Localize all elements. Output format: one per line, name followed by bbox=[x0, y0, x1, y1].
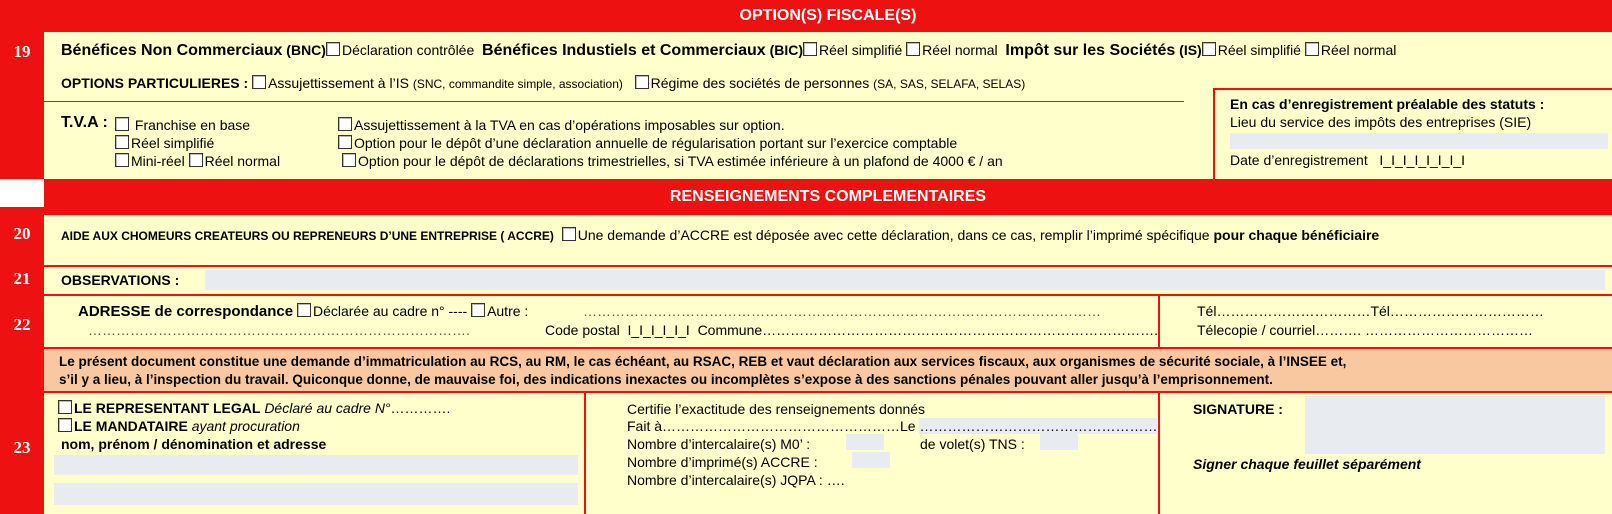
enr-date-label bbox=[1230, 152, 1465, 168]
opt-regime-label: Régime des sociétés de personnes bbox=[650, 75, 870, 91]
rep-legal-label: LE REPRESENTANT LEGAL bbox=[74, 400, 261, 416]
tel-row bbox=[1197, 303, 1544, 319]
bnc-checkbox[interactable] bbox=[326, 42, 340, 56]
nb-jqpa-text: Nombre d’intercalaire(s) JQPA : bbox=[627, 472, 823, 488]
signature-label: SIGNATURE : bbox=[1193, 401, 1283, 417]
volets-tns-field[interactable] bbox=[1040, 434, 1078, 450]
mandataire-label: LE MANDATAIRE bbox=[74, 418, 188, 434]
nb-m0-field[interactable] bbox=[846, 434, 884, 450]
section-number-22: 22 bbox=[13, 315, 31, 334]
enr-date-text: Date d’enregistrement bbox=[1230, 152, 1368, 168]
divider-23-a bbox=[584, 393, 586, 514]
options-particulieres-label: OPTIONS PARTICULIERES : bbox=[61, 75, 249, 91]
adresse-label: ADRESSE de correspondance bbox=[78, 303, 294, 320]
tva-franchise-option bbox=[115, 117, 250, 133]
accre-label: AIDE AUX CHOMEURS CREATEURS OU REPRENEURS D’UNE ENTREPRISE ( ACCRE) bbox=[61, 229, 554, 243]
adresse-line2-dots[interactable]: ………………………………………………………………………. bbox=[88, 322, 470, 338]
tva-franchise-label: Franchise en base bbox=[134, 117, 251, 133]
rep-legal-italic: Déclaré au cadre N° bbox=[264, 400, 391, 416]
rep-legal-checkbox[interactable] bbox=[58, 400, 72, 414]
bic-reel-normal-checkbox[interactable] bbox=[906, 42, 920, 56]
enr-box-top-border bbox=[1213, 88, 1612, 90]
divider-19 bbox=[44, 101, 1184, 102]
opt-is-checkbox[interactable] bbox=[252, 75, 266, 89]
nb-m0-label: Nombre d’intercalaire(s) M0’ : bbox=[627, 436, 811, 452]
tva-franchise-checkbox[interactable] bbox=[115, 117, 129, 131]
row-accre bbox=[61, 227, 1379, 243]
row-adresse-1 bbox=[78, 303, 528, 320]
nom-field-1[interactable] bbox=[54, 455, 578, 475]
tva-reel-simplifie-option bbox=[115, 135, 214, 151]
row-code-postal bbox=[545, 322, 1158, 338]
accre-checkbox[interactable] bbox=[562, 227, 576, 241]
row-bnc-bic-is bbox=[61, 42, 1396, 60]
nb-jqpa-label bbox=[627, 472, 845, 488]
is-reel-simplifie-label: Réel simplifié bbox=[1217, 42, 1301, 58]
observations-label: OBSERVATIONS : bbox=[61, 272, 180, 288]
legal-notice-line2: s’il y a lieu, à l’inspection du travail. Quiconque donne, de mauvaise foi, des indications inexactes ou incomplètes s’expose à des sanctions pénales pouvant aller jusqu’à l’emprisonnement. bbox=[59, 372, 1273, 387]
opt-regime-checkbox[interactable] bbox=[635, 75, 649, 89]
bnc-title: Bénéfices Non Commerciaux bbox=[61, 42, 283, 59]
tva-assuj-checkbox[interactable] bbox=[338, 117, 352, 131]
is-reel-normal-checkbox[interactable] bbox=[1305, 42, 1319, 56]
left-margin-bar-lower bbox=[0, 207, 44, 514]
adresse-declaree-label: Déclarée au cadre n° ---- bbox=[312, 303, 468, 319]
row-options-particulieres bbox=[61, 75, 1025, 91]
nom-field-2[interactable] bbox=[54, 483, 578, 505]
accre-text-bold: pour chaque bénéficiaire bbox=[1213, 227, 1380, 243]
adresse-autre-label: Autre : bbox=[487, 303, 529, 319]
tel-field-1[interactable]: Tél…………………………… bbox=[1197, 303, 1371, 319]
left-margin-bar bbox=[0, 0, 44, 179]
bnc-abbr: (BNC) bbox=[286, 42, 326, 58]
mandataire-row bbox=[58, 418, 300, 434]
mandataire-italic: ayant procuration bbox=[191, 418, 300, 434]
section-number-19: 19 bbox=[13, 42, 31, 61]
tva-option-annuelle bbox=[338, 135, 957, 151]
nb-jqpa-field[interactable]: …. bbox=[826, 472, 845, 488]
section-number-21: 21 bbox=[13, 269, 31, 288]
bic-reel-simplifie-checkbox[interactable] bbox=[803, 42, 817, 56]
is-title: Impôt sur les Sociétés bbox=[1005, 42, 1176, 59]
opt-is-label: Assujettissement à l’IS bbox=[268, 75, 409, 91]
bic-reel-normal-label: Réel normal bbox=[922, 42, 998, 58]
enr-date-input[interactable]: I_I_I_I_I_I_I_I bbox=[1379, 152, 1466, 168]
section-number-23: 23 bbox=[13, 438, 31, 457]
header-renseignements: RENSEIGNEMENTS COMPLEMENTAIRES bbox=[44, 179, 1612, 215]
enr-lieu-label: Lieu du service des impôts des entreprises (SIE) bbox=[1230, 114, 1532, 130]
tva-trim-checkbox[interactable] bbox=[342, 153, 356, 167]
fait-a-field[interactable]: Fait à……………………………………………Le bbox=[627, 418, 916, 434]
rep-legal-dots[interactable]: …………. bbox=[390, 400, 451, 416]
rep-legal-row bbox=[58, 400, 450, 416]
is-reel-normal-label: Réel normal bbox=[1320, 42, 1397, 58]
bic-reel-simplifie-label: Réel simplifié bbox=[819, 42, 903, 58]
header-options-fiscales: OPTION(S) FISCALE(S) bbox=[44, 0, 1612, 32]
enr-title: En cas d’enregistrement préalable des statuts : bbox=[1230, 96, 1545, 112]
divider-23-b bbox=[1158, 393, 1160, 514]
accre-text: Une demande d’ACCRE est déposée avec cette déclaration, dans ce cas, remplir l’imprimé spécifique bbox=[577, 227, 1210, 243]
volets-tns-label: de volet(s) TNS : bbox=[920, 436, 1025, 452]
section-number-20: 20 bbox=[13, 224, 31, 243]
is-reel-simplifie-checkbox[interactable] bbox=[1202, 42, 1216, 56]
nb-accre-label: Nombre d’imprimé(s) ACCRE : bbox=[627, 454, 818, 470]
opt-regime-detail: (SA, SAS, SELAFA, SELAS) bbox=[873, 77, 1026, 91]
telecopie-field[interactable]: Télecopie / courriel………. ……………………………… bbox=[1197, 322, 1534, 338]
tva-assujettissement-option bbox=[338, 117, 785, 133]
enr-lieu-field[interactable] bbox=[1230, 133, 1608, 149]
tel-field-2[interactable]: Tél…………………………… bbox=[1370, 303, 1544, 319]
bic-title: Bénéfices Industiels et Commerciaux bbox=[482, 42, 766, 59]
legal-notice-line1: Le présent document constitue une demande d’immatriculation au RCS, au RM, le cas échéant, au RSAC, REB et vaut déclaration aux services fiscaux, aux organismes de sécurité sociale, à l’INSEE et, bbox=[59, 354, 1347, 369]
tva-option-trimestrielle bbox=[342, 153, 1003, 169]
nb-accre-field[interactable] bbox=[852, 452, 890, 468]
tva-trim-label: Option pour le dépôt de déclarations trimestrielles, si TVA estimée inférieure à un plafond de 4000 € / an bbox=[358, 153, 1003, 169]
bnc-option-label: Déclaration contrôlée bbox=[341, 42, 475, 58]
tva-label: T.V.A : bbox=[61, 114, 108, 131]
commune-field[interactable]: Commune…………………………………………………………………………. bbox=[697, 322, 1159, 338]
tva-annuelle-checkbox[interactable] bbox=[338, 135, 352, 149]
enr-box-left-border bbox=[1213, 88, 1215, 179]
adresse-autre-dots[interactable]: ………………………………………………………………………………………………… bbox=[583, 303, 1101, 319]
tva-annuelle-label: Option pour le dépôt d’une déclaration annuelle de régularisation portant sur l’exercice comptable bbox=[354, 135, 958, 151]
bic-abbr: (BIC) bbox=[769, 42, 804, 58]
tva-reel-normal-checkbox[interactable] bbox=[189, 153, 203, 167]
is-abbr: (IS) bbox=[1179, 42, 1202, 58]
tva-reel-simplifie-label: Réel simplifié bbox=[131, 135, 215, 151]
divider-22-contact bbox=[1158, 296, 1160, 347]
tva-reel-simplifie-checkbox[interactable] bbox=[115, 135, 129, 149]
certifie-label: Certifie l’exactitude des renseignements donnés bbox=[627, 401, 926, 417]
code-postal-label: Code postal bbox=[545, 322, 620, 338]
tva-mini-reel-label: Mini-réel bbox=[131, 153, 185, 169]
mandataire-checkbox[interactable] bbox=[58, 418, 72, 432]
nom-label: nom, prénom / dénomination et adresse bbox=[61, 436, 327, 452]
signer-label: Signer chaque feuillet séparément bbox=[1193, 456, 1421, 472]
code-postal-input[interactable]: I_I_I_I_I_I bbox=[627, 322, 690, 338]
adresse-declaree-checkbox[interactable] bbox=[297, 303, 311, 317]
signature-field[interactable] bbox=[1305, 396, 1605, 454]
tva-mini-reel-option bbox=[115, 153, 280, 169]
tva-assuj-label: Assujettissement à la TVA en cas d’opérations imposables sur option. bbox=[354, 117, 785, 133]
adresse-autre-checkbox[interactable] bbox=[471, 303, 485, 317]
tva-reel-normal-label: Réel normal bbox=[204, 153, 281, 169]
opt-is-detail: (SNC, commandite simple, association) bbox=[412, 77, 623, 91]
observations-field[interactable] bbox=[205, 270, 1605, 290]
tva-mini-reel-checkbox[interactable] bbox=[115, 153, 129, 167]
fait-a-row bbox=[627, 418, 1157, 434]
date-le-field[interactable]: …………………………………………… bbox=[919, 418, 1158, 434]
